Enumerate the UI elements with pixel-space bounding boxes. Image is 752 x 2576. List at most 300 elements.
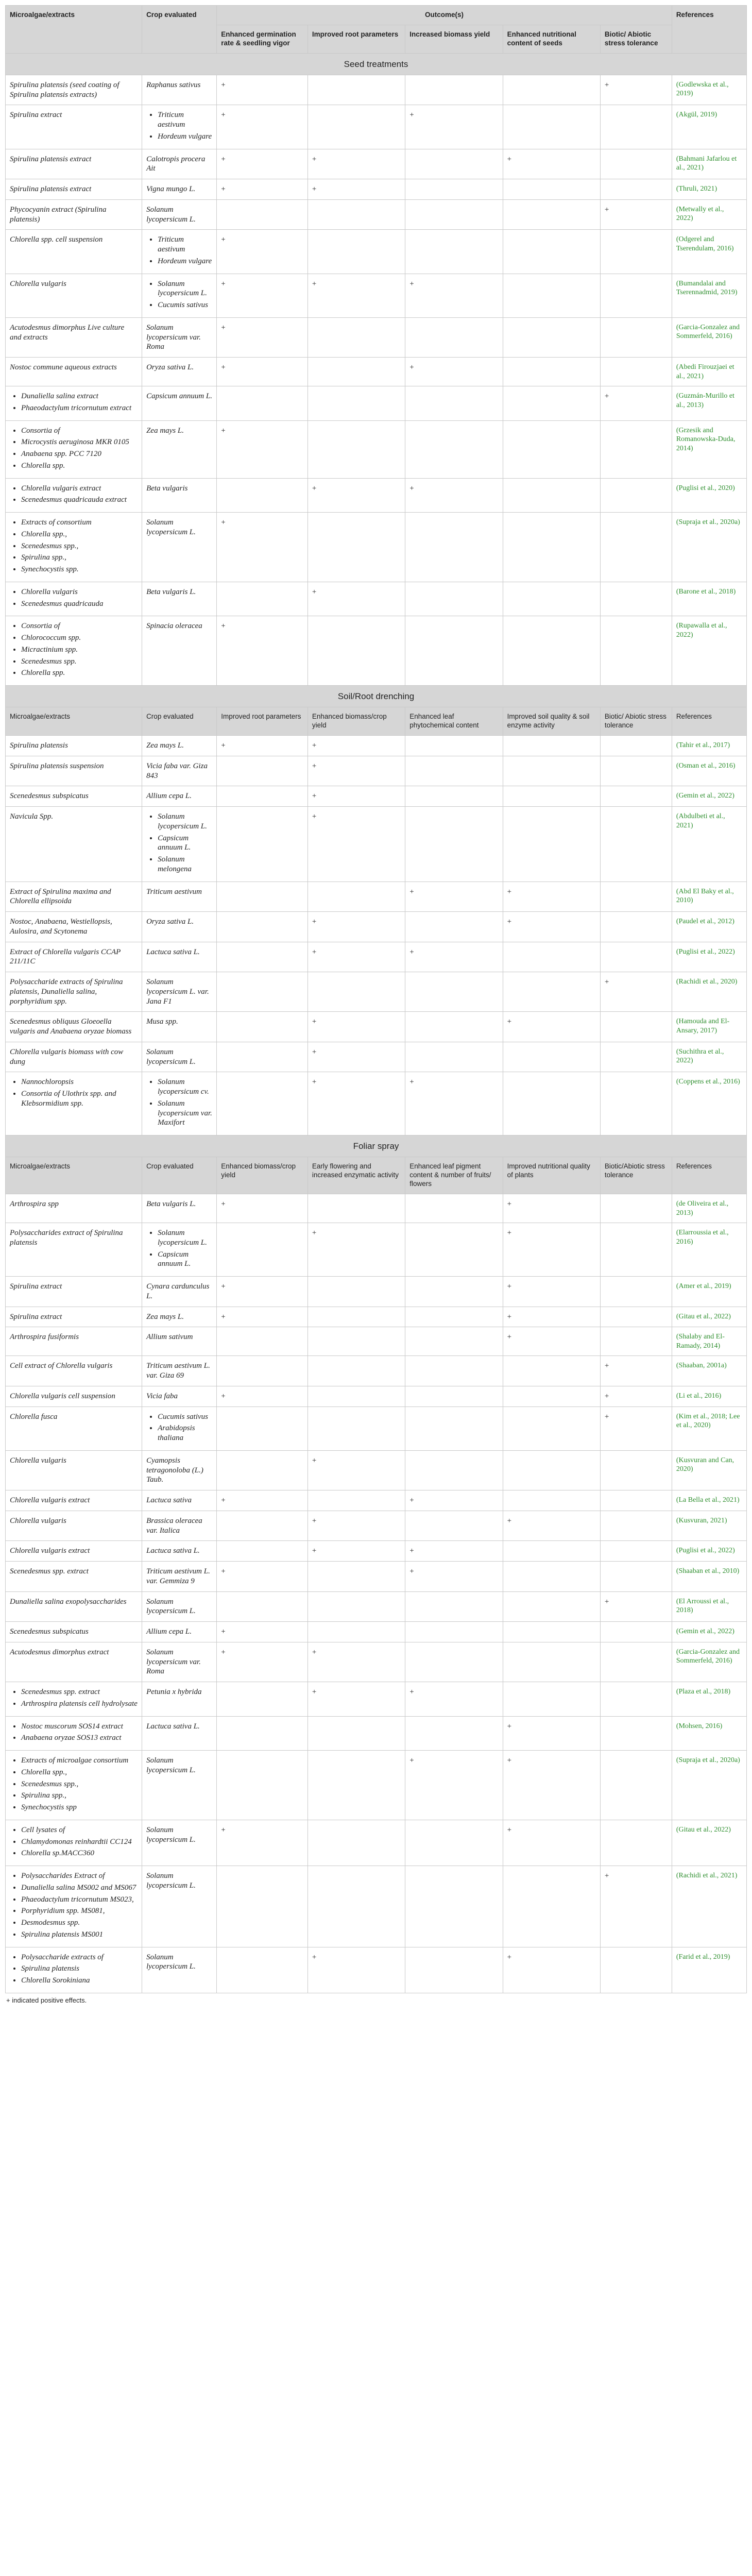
outcome-mark (405, 1947, 503, 1993)
outcome-mark: + (217, 420, 308, 478)
reference-link[interactable]: (Elarroussia et al., 2016) (672, 1223, 746, 1277)
reference-link[interactable]: (Garcia-Gonzalez and Sommerfeld, 2016) (672, 1642, 746, 1682)
outcome-mark (503, 1541, 600, 1562)
outcome-mark (307, 513, 405, 582)
outcome-mark (503, 942, 600, 972)
reference-link[interactable]: (Guzmán-Murillo et al., 2013) (672, 386, 746, 421)
microalgae-cell-text: Spirulina platensis extract (10, 185, 92, 194)
outcome-mark (600, 1682, 672, 1717)
outcome-mark (405, 972, 503, 1012)
outcome-mark (217, 1406, 308, 1450)
reference-link[interactable]: (Amer et al., 2019) (672, 1277, 746, 1307)
outcome-mark: + (503, 1327, 600, 1356)
reference-link[interactable]: (Puglisi et al., 2022) (672, 942, 746, 972)
outcome-mark: + (217, 179, 308, 200)
table-row (6, 1947, 747, 1993)
microalgae-cell-text: Polysaccharide extracts of Spirulina platensis, Dunaliella salina, porphyridium spp. (10, 978, 123, 1006)
table-row (6, 1277, 747, 1307)
column-header: Increased biomass yield (405, 25, 503, 53)
crop-cell (142, 1356, 217, 1386)
outcome-mark (217, 912, 308, 942)
reference-link[interactable]: (Abdulbeti et al., 2021) (672, 807, 746, 882)
microalgae-cell-text: Phycocyanin extract (Spirulina platensis) (10, 205, 107, 224)
outcome-mark: + (217, 1490, 308, 1511)
header-microalgae: Microalgae/extracts (6, 1157, 142, 1194)
outcome-mark (503, 1591, 600, 1622)
crop-cell-item: • Arabidopsis thaliana (158, 1423, 212, 1443)
outcome-mark: + (217, 149, 308, 179)
microalgae-cell-text: Chlorella vulgaris cell suspension (10, 1392, 115, 1400)
outcome-mark (503, 1490, 600, 1511)
reference-link[interactable]: (de Oliveira et al., 2013) (672, 1194, 746, 1223)
crop-cell-text: Spinacia oleracea (146, 622, 202, 631)
reference-link[interactable]: (Grzesik and Romanowska-Duda, 2014) (672, 420, 746, 478)
outcome-mark (503, 105, 600, 149)
reference-link[interactable]: (Rupawalla et al., 2022) (672, 616, 746, 686)
header-crop: Crop evaluated (142, 1157, 217, 1194)
reference-link[interactable]: (Paudel et al., 2012) (672, 912, 746, 942)
outcome-mark: + (405, 1072, 503, 1136)
outcome-mark: + (405, 478, 503, 513)
microalgae-cell-text: Chlorella spp. cell suspension (10, 235, 103, 244)
microalgae-cell-text: Chlorella fusca (10, 1412, 58, 1421)
crop-cell-list (146, 1228, 212, 1269)
reference-link[interactable]: (Kim et al., 2018; Lee et al., 2020) (672, 1406, 746, 1450)
crop-cell-text: Zea mays L. (146, 426, 184, 435)
outcome-mark (503, 736, 600, 756)
crop-cell-text: Solanum lycopersicum L. (146, 1825, 196, 1844)
outcome-mark: + (503, 1194, 600, 1223)
outcome-mark (600, 358, 672, 386)
outcome-mark (307, 317, 405, 357)
crop-cell-text: Musa spp. (146, 1018, 178, 1026)
crop-cell (142, 1307, 217, 1327)
outcome-mark (405, 912, 503, 942)
crop-cell-text: Beta vulgaris L. (146, 1200, 196, 1208)
reference-link[interactable]: (Supraja et al., 2020a) (672, 1751, 746, 1820)
outcome-mark (307, 1622, 405, 1642)
microalgae-cell (6, 1012, 142, 1042)
microalgae-cell-text: Chlorella vulgaris (10, 1516, 66, 1525)
outcome-mark: + (217, 513, 308, 582)
reference-link[interactable]: (Hamouda and El-Ansary, 2017) (672, 1012, 746, 1042)
outcome-mark: + (405, 274, 503, 317)
crop-cell-list (146, 812, 212, 874)
microalgae-cell-item: • Porphyridium spp. MS081, (21, 1906, 138, 1916)
column-header: Enhanced biomass/crop yield (217, 1157, 308, 1194)
outcome-mark (600, 912, 672, 942)
reference-link[interactable]: (Tahir et al., 2017) (672, 736, 746, 756)
table-row (6, 358, 747, 386)
microalgae-cell (6, 1591, 142, 1622)
microalgae-cell (6, 1562, 142, 1592)
outcome-mark: + (503, 1223, 600, 1277)
microalgae-cell (6, 882, 142, 912)
microalgae-cell-text: Dunaliella salina exopolysaccharides (10, 1597, 127, 1606)
reference-link[interactable]: (Shalaby and El-Ramady, 2014) (672, 1327, 746, 1356)
outcome-mark (405, 1591, 503, 1622)
outcome-mark (217, 1591, 308, 1622)
microalgae-cell (6, 1511, 142, 1541)
column-header: Biotic/ Abiotic stress tolerance (600, 25, 672, 53)
crop-cell-item: • Triticum aestivum (158, 110, 212, 130)
reference-link[interactable]: (Gemin et al., 2022) (672, 1622, 746, 1642)
outcome-mark (307, 358, 405, 386)
outcome-mark (600, 149, 672, 179)
outcome-mark (503, 478, 600, 513)
outcome-mark: + (405, 358, 503, 386)
microalgae-cell-item: • Synechocystis spp. (21, 565, 138, 574)
microalgae-cell-item: • Anabaena oryzae SOS13 extract (21, 1733, 138, 1743)
outcome-mark: + (217, 1820, 308, 1866)
reference-link[interactable]: (Puglisi et al., 2022) (672, 1541, 746, 1562)
outcome-mark (503, 972, 600, 1012)
outcome-mark: + (600, 1591, 672, 1622)
microalgae-cell-list (10, 484, 138, 505)
outcome-mark (405, 386, 503, 421)
microalgae-cell (6, 1866, 142, 1947)
crop-cell (142, 756, 217, 786)
crop-cell-text: Oryza sativa L. (146, 918, 194, 926)
microalgae-cell-item: • Nannochloropsis (21, 1077, 138, 1087)
outcome-mark (217, 1511, 308, 1541)
table-row (6, 274, 747, 317)
table-row (6, 1356, 747, 1386)
microalgae-cell-list (10, 1871, 138, 1940)
outcome-mark: + (217, 230, 308, 274)
outcome-mark (217, 942, 308, 972)
outcome-mark (307, 386, 405, 421)
outcome-mark: + (405, 882, 503, 912)
microalgae-cell-item: • Scenedesmus quadricauda (21, 599, 138, 609)
reference-link[interactable]: (Godlewska et al., 2019) (672, 75, 746, 105)
reference-link[interactable]: (Coppens et al., 2016) (672, 1072, 746, 1136)
microalgae-cell (6, 105, 142, 149)
microalgae-cell-text: Spirulina platensis (seed coating of Spirulina platensis extracts) (10, 80, 119, 99)
reference-link[interactable]: (Supraja et al., 2020a) (672, 513, 746, 582)
crop-cell-text: Solanum lycopersicum L. (146, 205, 196, 224)
outcome-mark (503, 1356, 600, 1386)
outcome-mark (405, 1042, 503, 1072)
microalgae-cell-list (10, 1722, 138, 1743)
table-row (6, 882, 747, 912)
outcome-mark (503, 1072, 600, 1136)
reference-link[interactable]: (Puglisi et al., 2020) (672, 478, 746, 513)
outcome-mark: + (405, 1682, 503, 1717)
reference-link[interactable]: (Li et al., 2016) (672, 1386, 746, 1406)
outcome-mark: + (405, 1751, 503, 1820)
microalgae-cell (6, 1072, 142, 1136)
outcome-mark (600, 1541, 672, 1562)
outcome-mark (217, 1947, 308, 1993)
microalgae-cell-item: • Consortia of (21, 426, 138, 436)
outcome-mark: + (600, 1386, 672, 1406)
reference-link[interactable]: (Gitau et al., 2022) (672, 1307, 746, 1327)
reference-link[interactable]: (Abd El Baky et al., 2010) (672, 882, 746, 912)
crop-cell (142, 1042, 217, 1072)
table-row (6, 1562, 747, 1592)
outcome-mark (307, 1327, 405, 1356)
microalgae-cell (6, 972, 142, 1012)
reference-link[interactable]: (Odgerel and Tserendulam, 2016) (672, 230, 746, 274)
microalgae-cell-item: • Spirulina platensis (21, 1964, 138, 1974)
microalgae-cell (6, 1716, 142, 1751)
microalgae-cell (6, 199, 142, 230)
crop-cell-text: Petunia x hybrida (146, 1688, 202, 1696)
table-row (6, 756, 747, 786)
microalgae-cell-item: • Chlorella Sorokiniana (21, 1976, 138, 1986)
outcome-mark (217, 582, 308, 616)
outcome-mark (600, 274, 672, 317)
microalgae-cell (6, 807, 142, 882)
header-microalgae: Microalgae/extracts (6, 707, 142, 736)
outcome-mark (405, 1223, 503, 1277)
section-title: Seed treatments (6, 53, 747, 75)
crop-cell (142, 882, 217, 912)
outcome-mark: + (405, 1541, 503, 1562)
outcome-mark (217, 199, 308, 230)
outcome-mark: + (307, 942, 405, 972)
header-references: References (672, 707, 746, 736)
crop-cell-list (146, 1077, 212, 1128)
outcome-mark (405, 1307, 503, 1327)
outcome-mark (503, 386, 600, 421)
reference-link[interactable]: (Barone et al., 2018) (672, 582, 746, 616)
outcome-mark (600, 786, 672, 807)
crop-cell-text: Solanum lycopersicum var. Roma (146, 1648, 201, 1676)
outcome-mark: + (307, 1072, 405, 1136)
microalgae-cell-list (10, 1077, 138, 1108)
crop-cell-text: Beta vulgaris L. (146, 587, 196, 596)
crop-cell (142, 1223, 217, 1277)
microalgae-cell-text: Polysaccharides extract of Spirulina platensis (10, 1229, 123, 1247)
outcome-mark (307, 75, 405, 105)
outcome-mark: + (503, 1511, 600, 1541)
outcome-mark: + (217, 1642, 308, 1682)
crop-cell (142, 736, 217, 756)
crop-cell-item: • Solanum lycopersicum var. Maxifort (158, 1099, 212, 1128)
reference-link[interactable]: (El Arroussi et al., 2018) (672, 1591, 746, 1622)
microalgae-cell-text: Cell extract of Chlorella vulgaris (10, 1362, 113, 1370)
outcome-mark (503, 1866, 600, 1947)
outcome-mark (307, 1751, 405, 1820)
reference-link[interactable]: (Osman et al., 2016) (672, 756, 746, 786)
reference-link[interactable]: (La Bella et al., 2021) (672, 1490, 746, 1511)
crop-cell (142, 1072, 217, 1136)
outcome-mark (503, 199, 600, 230)
reference-link[interactable]: (Gitau et al., 2022) (672, 1820, 746, 1866)
crop-cell-text: Vigna mungo L. (146, 185, 196, 194)
microalgae-cell (6, 1682, 142, 1717)
outcome-mark (600, 1511, 672, 1541)
outcome-mark: + (600, 75, 672, 105)
microalgae-cell-item: • Scenedesmus spp., (21, 1780, 138, 1789)
outcome-mark (503, 582, 600, 616)
outcome-mark (600, 1751, 672, 1820)
outcome-mark (600, 1307, 672, 1327)
table-row (6, 1591, 747, 1622)
crop-cell (142, 807, 217, 882)
crop-cell-item: • Solanum melongena (158, 855, 212, 874)
crop-cell-text: Lactuca sativa L. (146, 947, 200, 956)
table-row (6, 1820, 747, 1866)
outcome-mark: + (217, 1386, 308, 1406)
reference-link[interactable]: (Akgül, 2019) (672, 105, 746, 149)
microalgae-cell-item: • Micractinium spp. (21, 645, 138, 655)
outcome-mark (405, 317, 503, 357)
table-row (6, 912, 747, 942)
crop-cell-item: • Cucumis sativus (158, 300, 212, 310)
crop-cell-text: Triticum aestivum L. var. Gemmiza 9 (146, 1567, 210, 1585)
crop-cell-text: Raphanus sativus (146, 80, 201, 89)
crop-cell-text: Solanum lycopersicum var. Roma (146, 323, 201, 351)
outcome-mark: + (307, 478, 405, 513)
header-microalgae: Microalgae/extracts (6, 6, 142, 54)
outcome-mark (307, 1194, 405, 1223)
reference-link[interactable]: (Rachidi et al., 2021) (672, 1866, 746, 1947)
microalgae-cell-item: • Synechocystis spp (21, 1803, 138, 1812)
microalgae-cell-text: Spirulina extract (10, 111, 62, 120)
crop-cell (142, 1450, 217, 1490)
reference-link[interactable]: (Gemin et al., 2022) (672, 786, 746, 807)
outcome-mark (405, 1356, 503, 1386)
header-outcomes: Outcome(s) (217, 6, 672, 25)
microalgae-cell-item: • Chlorella spp., (21, 530, 138, 539)
outcome-mark (405, 230, 503, 274)
microalgae-cell-item: • Cell lysates of (21, 1825, 138, 1835)
microalgae-cell-text: Extract of Chlorella vulgaris CCAP 211/11C (10, 947, 121, 966)
crop-cell (142, 478, 217, 513)
outcome-mark (503, 317, 600, 357)
column-header: Improved root parameters (217, 707, 308, 736)
reference-link[interactable]: (Bumandalai and Tserennadmid, 2019) (672, 274, 746, 317)
crop-cell-text: Cyamopsis tetragonoloba (L.) Taub. (146, 1456, 203, 1484)
outcome-mark: + (217, 274, 308, 317)
outcome-mark (405, 1820, 503, 1866)
table-row (6, 616, 747, 686)
microalgae-cell-text: Spirulina platensis suspension (10, 761, 104, 770)
crop-cell (142, 513, 217, 582)
microalgae-cell (6, 786, 142, 807)
reference-link[interactable]: (Metwally et al., 2022) (672, 199, 746, 230)
microalgae-cell-item: • Consortia of Ulothrix spp. and Klebsormidium spp. (21, 1089, 138, 1109)
outcome-mark (405, 1450, 503, 1490)
table-row (6, 1490, 747, 1511)
table-row (6, 807, 747, 882)
microalgae-cell-text: Arthrospira spp (10, 1200, 59, 1208)
microalgae-cell (6, 420, 142, 478)
outcome-mark: + (217, 1194, 308, 1223)
outcome-mark (600, 1450, 672, 1490)
microalgae-cell-text: Spirulina extract (10, 1282, 62, 1291)
outcome-mark: + (600, 199, 672, 230)
outcome-mark (307, 1356, 405, 1386)
table-row (6, 736, 747, 756)
crop-cell (142, 1820, 217, 1866)
outcome-mark (307, 1562, 405, 1592)
microalgae-cell (6, 513, 142, 582)
reference-link[interactable]: (Kusvuran, 2021) (672, 1511, 746, 1541)
microalgae-cell-item: • Spirulina platensis MS001 (21, 1930, 138, 1940)
header-crop: Crop evaluated (142, 707, 217, 736)
microalgae-cell-list (10, 1756, 138, 1812)
outcome-mark (307, 1406, 405, 1450)
outcome-mark (503, 1682, 600, 1717)
microalgae-cell-text: Spirulina extract (10, 1312, 62, 1321)
microalgae-cell-item: • Chlorella spp., (21, 1768, 138, 1777)
microalgae-cell-text: Spirulina platensis (10, 741, 68, 750)
reference-link[interactable]: (Thruli, 2021) (672, 179, 746, 200)
crop-cell (142, 1541, 217, 1562)
outcome-mark (405, 1622, 503, 1642)
microalgae-cell-item: • Phaeodactylum tricornutum MS023, (21, 1895, 138, 1905)
outcome-mark (503, 1642, 600, 1682)
microalgae-cell-item: • Chlorella sp.MACC360 (21, 1849, 138, 1858)
outcome-mark: + (307, 1223, 405, 1277)
outcome-mark: + (600, 1406, 672, 1450)
outcome-mark (217, 1541, 308, 1562)
reference-link[interactable]: (Plaza et al., 2018) (672, 1682, 746, 1717)
outcome-mark (600, 1072, 672, 1136)
microalgae-cell-text: Arthrospira fusiformis (10, 1333, 79, 1342)
microalgae-cell-item: • Dunaliella salina MS002 and MS067 (21, 1883, 138, 1893)
reference-link[interactable]: (Rachidi et al., 2020) (672, 972, 746, 1012)
reference-link[interactable]: (Garcia-Gonzalez and Sommerfeld, 2016) (672, 317, 746, 357)
microalgae-cell-item: • Desmodesmus spp. (21, 1918, 138, 1928)
crop-cell-list (146, 279, 212, 310)
crop-cell-list (146, 235, 212, 266)
column-header: Biotic/ Abiotic stress tolerance (600, 707, 672, 736)
reference-link[interactable]: (Bahmani Jafarlou et al., 2021) (672, 149, 746, 179)
reference-link[interactable]: (Abedi Firouzjaei et al., 2021) (672, 358, 746, 386)
reference-link[interactable]: (Shaaban, 2001a) (672, 1356, 746, 1386)
outcome-mark (503, 786, 600, 807)
crop-cell-item: • Cucumis sativus (158, 1412, 212, 1422)
microalgae-cell-text: Chlorella vulgaris biomass with cow dung (10, 1047, 124, 1066)
table-row (6, 1386, 747, 1406)
outcome-mark: + (307, 582, 405, 616)
outcome-mark (217, 1866, 308, 1947)
outcome-mark: + (600, 1356, 672, 1386)
outcome-mark (600, 1622, 672, 1642)
outcome-mark: + (503, 1277, 600, 1307)
microalgae-cell (6, 1751, 142, 1820)
microalgae-cell-text: Nostoc, Anabaena, Westiellopsis, Aulosira, and Scytonema (10, 918, 112, 936)
outcome-mark (600, 942, 672, 972)
microalgae-cell (6, 582, 142, 616)
microalgae-cell-item: • Chlorella vulgaris extract (21, 484, 138, 494)
microalgae-cell-item: • Dunaliella salina extract (21, 392, 138, 401)
reference-link[interactable]: (Kusvuran and Can, 2020) (672, 1450, 746, 1490)
crop-cell-text: Cynara cardunculus L. (146, 1282, 210, 1300)
crop-cell-text: Solanum lycopersicum L. (146, 1953, 196, 1971)
reference-link[interactable]: (Shaaban et al., 2010) (672, 1562, 746, 1592)
outcome-mark (217, 1450, 308, 1490)
reference-link[interactable]: (Farid et al., 2019) (672, 1947, 746, 1993)
outcome-mark (217, 1327, 308, 1356)
microalgae-cell (6, 1386, 142, 1406)
section-title: Foliar spray (6, 1136, 747, 1157)
microalgae-cell (6, 1327, 142, 1356)
table-row (6, 149, 747, 179)
footnote: + indicated positive effects. (6, 1996, 87, 2004)
reference-link[interactable]: (Mohsen, 2016) (672, 1716, 746, 1751)
crop-cell-text: Calotropis procera Ait (146, 155, 206, 173)
reference-link[interactable]: (Suchithra et al., 2022) (672, 1042, 746, 1072)
crop-cell (142, 386, 217, 421)
crop-cell (142, 912, 217, 942)
outcome-mark: + (503, 1012, 600, 1042)
